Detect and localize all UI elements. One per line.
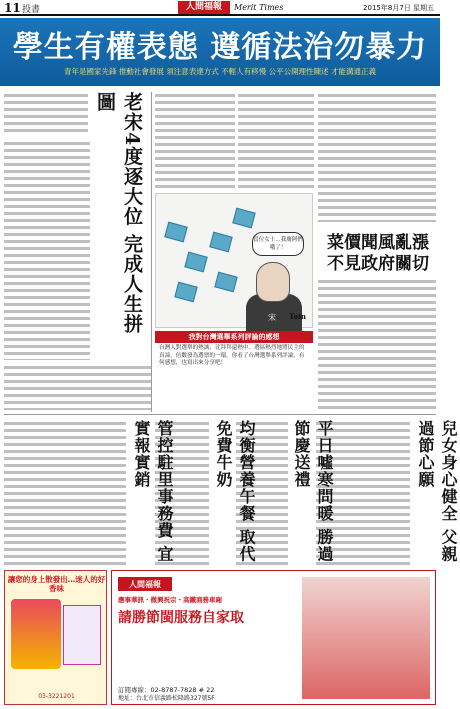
article-title-a5: 均衡營養午餐 取代免費牛奶	[214, 420, 256, 563]
column-box-body: 台灣人對選舉的熱誠，比拜拜還熱中。選區熱烈地將民主的真諦，倍數發為選票的一環。你看了台灣選舉系列評論，有何感想，也寫出來分享吧！	[159, 345, 305, 366]
main-subheadline: 青年是國家先鋒 推動社會發展 須注意表達方式 不輕人有移慢 公平公開理性陳述 才能溝通正義	[64, 67, 376, 76]
puzzle-piece-icon	[214, 272, 237, 293]
puzzle-piece-icon	[209, 232, 232, 253]
product-box-icon	[63, 605, 101, 665]
article-title-a3: 兒女身心健全 父親過節心願	[416, 420, 458, 563]
page-number: 11	[4, 1, 21, 15]
cartoonist-signature: Toin	[289, 312, 306, 321]
puzzle-piece-icon	[184, 252, 207, 273]
newspaper-logo-en: Merit Times	[234, 3, 284, 12]
masthead	[0, 0, 440, 16]
lead-article-body-3	[155, 92, 235, 188]
ad-fragrance[interactable]	[4, 570, 107, 705]
ad-newspaper-logo: 人間福報	[118, 577, 172, 591]
article-body-a2	[318, 278, 436, 410]
lead-article-body-1	[318, 92, 436, 222]
ad-slogan: 應事華訊・微興祝宗・高鐵商務車廂	[118, 596, 222, 604]
column-divider	[151, 92, 152, 412]
article-body-a1-top	[4, 92, 88, 136]
issue-date: 2015年8月7日 星期五	[363, 4, 434, 12]
puzzle-piece-icon	[174, 282, 197, 303]
column-box-title: 我對台灣選舉系列評論的感想	[155, 331, 313, 343]
cartoon-name-tag: 宋	[268, 313, 276, 322]
ad-phone: 訂閱專線：02-8787-7828 # 22	[118, 686, 215, 694]
puzzle-piece-icon	[232, 208, 255, 229]
newspaper-logo: 人間福報	[178, 1, 230, 14]
cartoon-figure-head	[256, 262, 290, 302]
article-title-a2: 菜價聞風亂漲 不見政府關切	[327, 233, 429, 274]
speech-bubble: 當位女士…我廣阿們哦了！	[252, 232, 304, 256]
section-label: 投書	[22, 5, 41, 15]
article-title-a1: 老宋4度逐大位 完成人生拼圖	[94, 92, 143, 334]
product-bottle-icon	[11, 599, 61, 669]
ad-fragrance-phone: 03-3221201	[38, 693, 75, 700]
ad-address: 地址：台北市信義路松隆路327號5F	[118, 695, 215, 702]
section-divider	[4, 414, 436, 415]
ad-photo	[302, 577, 430, 699]
article-title-a4: 平日噓寒問暖 勝過節慶送禮	[292, 420, 334, 563]
ad-subscription[interactable]	[111, 570, 436, 705]
ad-headline: 請勝節閩服務自家取	[118, 610, 244, 626]
main-headline: 學生有權表態 遵循法治勿暴力	[12, 30, 428, 65]
editorial-cartoon	[155, 193, 313, 328]
ad-fragrance-title: 讓您的身上散發出…迷人的好香味	[7, 575, 106, 593]
article-body-a6	[4, 420, 126, 566]
article-body-a1-lower	[4, 364, 152, 410]
article-title-a6: 管控駐里事務費 宜實報實銷	[132, 420, 174, 563]
lead-article-body-2	[238, 92, 314, 188]
puzzle-piece-icon	[164, 222, 187, 243]
article-body-a1	[4, 140, 90, 360]
